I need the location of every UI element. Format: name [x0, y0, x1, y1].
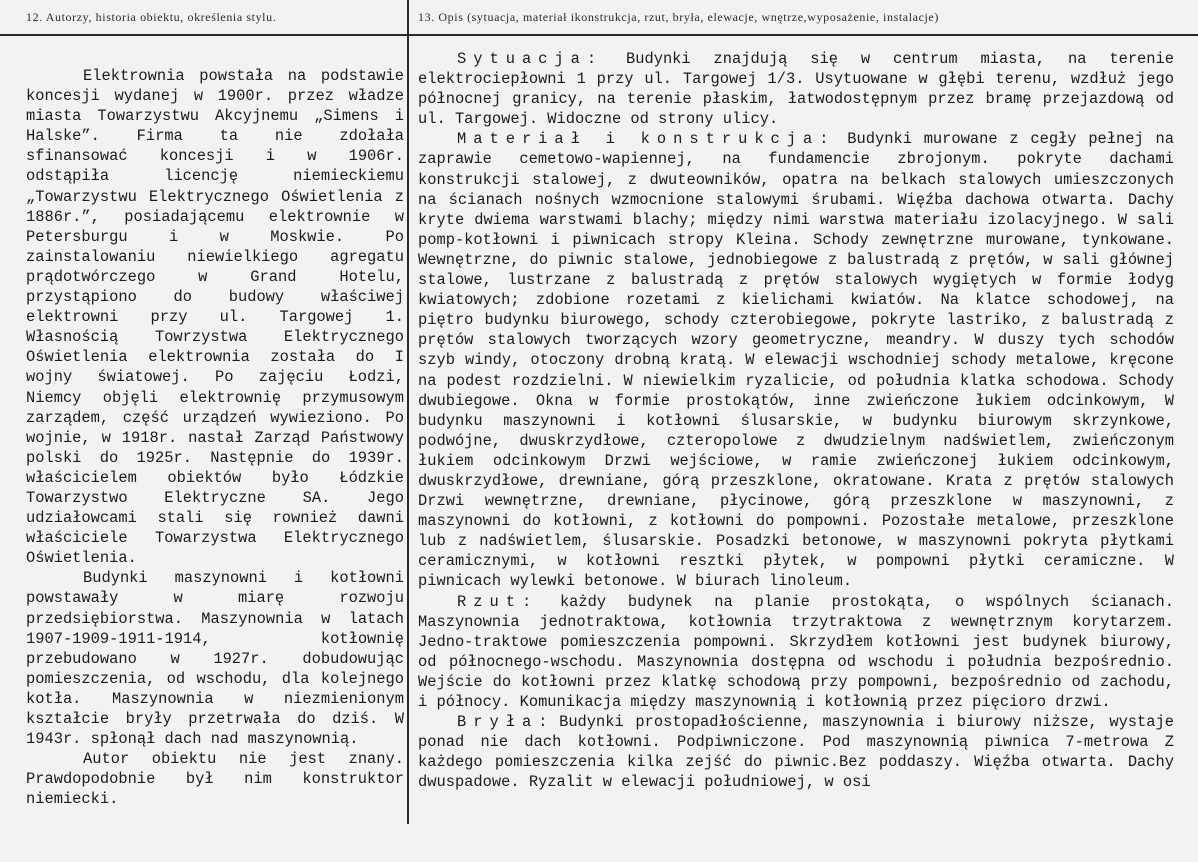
section-form [418, 712, 1174, 792]
section-text: : Budynki prostopadłościenne, maszynownia i biurowy niższe, wystaje ponad nie dach kotłowni. Podpiwniczone. Pod maszynownią piwnica 7-metrowa Z każdego pomieszczenia kilka zejść do piwnic.Bez poddaszy. Więźba otwarta. Dachy dwuspadowe. Ryzalit w elewacji południowej, w osi [418, 713, 1174, 792]
section-lead: Bryła [457, 713, 539, 732]
section-lead: Sytuacja: [457, 50, 604, 68]
section-lead: Rzut: [457, 592, 539, 611]
header-rule [0, 34, 1198, 36]
section-text: Budynki murowane z cegły pełnej na zaprawie cemetowo-wapiennej, na fundamencie zbrojonym. pokryte dachami konstrukcji stalowej, z dwuteowników, opatra na belkach stalowych umieszczonych na ścianach nośnych wzmocnione stalowymi śrubami. Więźba dachowa otwarta. Dachy kryte dwiema warstwami blachy; między nimi warstwa materiału izolacyjnego. W sali pomp-kotłowni i piwnicach stropy Kleina. Schody zewnętrzne murowane, tynkowane. Wewnętrzne, do piwnic stalowe, jednobiegowe z balustradą z prętów, w sali głównej stalowe, lustrzane z balustradą z prętów stalowych wygiętych w formie łodyg kwiatowych; zdobione rozetami z kielichami kwiatów. Na klatce schodowej, na piętro budynku biurowego, schody czterobiegowe, pokryte lastriko, z balustradą z prętów stalowych tworzących wzory geometryczne, meandry. W duszy tych schodów szyb windy, otoczony drobną kratą. W elewacji wschodniej schody metalowe, kręcone na podest rozdzielni. W niewielkim ryzalicie, od południa klatka schodowa. Schody dwubiegowe. Okna w formie prostokątów, inne zwieńczone łukiem odcinkowym, W budynku maszynowni i kotłowni ślusarskie, w budynku biurowym skrzynkowe, podwójne, dwuskrzydłowe, czteropolowe z dwudzielnym nadświetlem, zwieńczonym łukiem odcinkowym Drzwi wejściowe, w ramie zwieńczonej łukiem odcinkowym, dwuskrzydłowe, drewniane, górą przeszklone, okratowane. Krata z prętów stalowych Drzwi wewnętrzne, drewniane, płycinowe, górą przeszklone w maszynowni, z maszynowni do kotłowni, z kotłowni do pompowni. Pozostałe metalowe, przeszklone lub z nadświetlem, ślusarskie. Posadzki betonowe, w maszynowni pokryta płytkami ceramicznymi, w kotłowni resztki płytek, w pompowni płytki ceramiczne. W piwnicach wylewki betonowe. W biurach linoleum. [418, 130, 1174, 591]
history-paragraph: Autor obiektu nie jest znany. Prawdopodobnie był nim konstruktor niemiecki. [26, 750, 404, 809]
section-text: każdy budynek na planie prostokąta, o wspólnych ścianach. Maszynownia jednotraktowa, kotłownia trzytraktowa z wewnętrznym korytarzem. Jedno-traktowe pomieszczenia pompowni. Skrzydłem kotłowni jest budynek biurowy, od północnego-wschodu. Maszynownia dostępna od wschodu i południa bezpośrednio. Wejście do kotłowni przez klatkę schodową przy pompowni, bezpośrednio od zachodu, i północy. Komunikacja między maszynownią i kotłownią przez pięcioro drzwi. [418, 592, 1174, 711]
description-column [418, 49, 1174, 792]
section-lead: Materiał i konstrukcja: [457, 130, 836, 149]
history-paragraph: Elektrownia powstała na podstawie koncesji wydanej w 1900r. przez władze miasta Towarzystwu Akcyjnemu „Simens i Halske”. Firma ta nie zdołała sfinansować koncesji i w 1906r. odstąpiła licencję niemieckiemu „Towarzystwu Elektrycznego Oświetlenia z 1886r.”, posiadającemu elektrownie w Petersburgu i w Moskwie. Po zainstalowaniu niewielkiego agregatu prądotwórczego w Grand Hotelu, przystąpiono do budowy właściwej elektrowni przy ul. Targowej 1. Własnością Towrzystwa Elektrycznego Oświetlenia elektrownia została do I wojny światowej. Po zajęciu Łodzi, Niemcy objęli elektrownię przymusowym zarządem, część urządzeń wywieziono. Po wojnie, w 1918r. nastał Zarząd Państwowy polski do 1925r. Następnie do 1939r. właścicielem obiektów było Łódzkie Towarzystwo Elektryczne SA. Jego udziałowcami stali się rownież dawni właściciele Towarzystwa Elektrycznego Oświetlenia. [26, 67, 404, 568]
column-divider [407, 0, 409, 824]
history-column [26, 66, 404, 809]
section-material [418, 129, 1174, 591]
history-paragraph: Budynki maszynowni i kotłowni powstawały w miarę rozwoju przedsiębiorstwa. Maszynownia w latach 1907-1909-1911-1914, kotłownię przebudowano w 1927r. dobudowując pomieszczenia, od wschodu, dla kolejnego kotła. Maszynownia w niezmienionym kształcie bryły przetrwała do dziś. W 1943r. spłonął dach nad maszynownią. [26, 569, 404, 749]
section-situation [418, 49, 1174, 129]
section-plan [418, 592, 1174, 713]
section-text: Budynki znajdują się w centrum miasta, na terenie elektrociepłowni 1 przy ul. Targowej 1/3. Usytuowane w głębi terenu, wzdłuż jego północnej granicy, na terenie płaskim, łatwodostępnym przez bramę przejazdową od ul. Targowej. Widoczne od strony ulicy. [418, 50, 1174, 129]
header-description: 13. Opis (sytuacja, materiał ikonstrukcja, rzut, bryła, elewacje, wnętrze,wyposażenie, instalacje) [418, 10, 939, 24]
header-authors-history: 12. Autorzy, historia obiektu, określenia stylu. [26, 10, 277, 24]
